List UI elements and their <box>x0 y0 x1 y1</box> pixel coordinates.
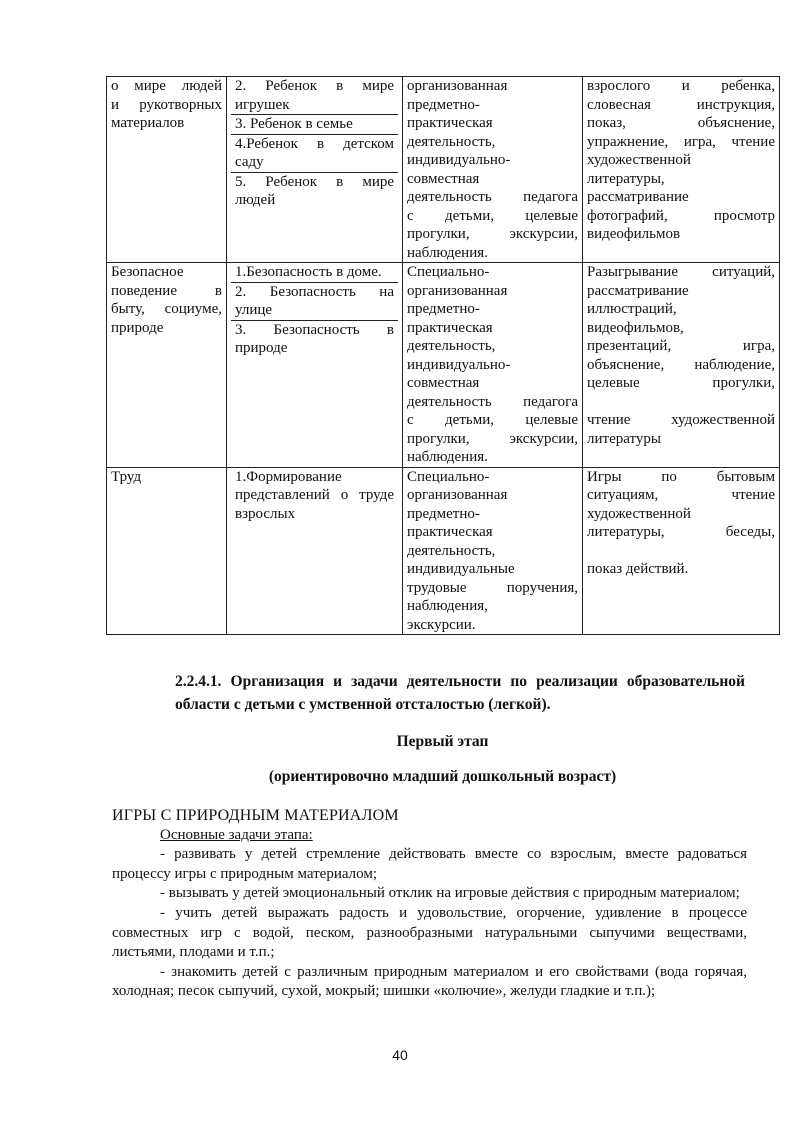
cell-line: саду <box>235 154 264 170</box>
methods-cell <box>583 263 780 468</box>
cell-line: совместная <box>407 375 480 391</box>
cell-line: словесная инструкция, <box>587 96 775 113</box>
cell-line: наблюдения. <box>407 244 488 261</box>
cell-line: упражнение, игра, чтение <box>587 133 775 150</box>
topic-item <box>231 468 398 524</box>
table-body <box>107 77 780 635</box>
cell-line: Безопасное <box>111 264 184 280</box>
cell-line: индивидуально- <box>407 356 511 373</box>
cell-line <box>587 393 775 412</box>
cell-line: представлений о труде <box>235 487 394 503</box>
cell-line: 2. Безопасность на <box>235 283 394 300</box>
cell-line: фотографий, просмотр <box>587 207 775 224</box>
topic-item <box>231 283 398 321</box>
cell-line: наблюдения. <box>407 449 488 465</box>
cell-line: экскурсии. <box>407 616 476 633</box>
tasks-list <box>112 845 747 1002</box>
cell-line: 1.Формирование <box>235 468 342 485</box>
table-row <box>107 77 780 263</box>
cell-line: быту, социуме, <box>111 301 222 317</box>
page-number: 40 <box>392 1047 408 1063</box>
cell-line: с детьми, целевые <box>407 412 578 428</box>
task-item <box>112 845 747 884</box>
cell-line: с детьми, целевые <box>407 207 578 224</box>
cell-line: целевые прогулки, <box>587 375 775 391</box>
cell-line: 3. Безопасность в <box>235 321 394 338</box>
section-heading-line-2: области с детьми с умственной отсталостью (легкой). <box>175 696 551 713</box>
cell-line: литературы, <box>587 170 665 187</box>
task-text: - учить детей выражать радость и удовольствие, огорчение, удивление в процессе совместных игр с водой, песком, разнообразными натуральными сыпучими веществами, листьями, плодами и т.п.; <box>112 904 747 961</box>
stage-title: Первый этап <box>396 733 489 750</box>
cell-line: наблюдения, <box>407 598 488 614</box>
section-heading <box>175 670 745 716</box>
cell-line: трудовые поручения, <box>407 579 578 596</box>
forms-cell <box>403 263 583 468</box>
cell-line: видеофильмов, <box>587 319 684 336</box>
cell-line: поведение в <box>111 282 222 299</box>
cell-line: рассматривание <box>587 189 689 205</box>
cell-line: видеофильмов <box>587 226 681 242</box>
methods-cell <box>583 467 780 635</box>
topics-cell <box>227 77 403 263</box>
cell-line: деятельность, <box>407 133 496 150</box>
area-cell <box>107 77 227 263</box>
cell-line: деятельность, <box>407 338 496 354</box>
content-table <box>106 76 780 635</box>
topic-item <box>231 115 398 135</box>
methods-cell <box>583 77 780 263</box>
forms-cell <box>403 77 583 263</box>
cell-line: практическая <box>407 319 493 336</box>
table-row <box>107 467 780 635</box>
cell-line: предметно- <box>407 301 480 317</box>
cell-line: взрослых <box>235 505 296 522</box>
task-item <box>112 904 747 963</box>
cell-line: 2. Ребенок в мире <box>235 78 394 94</box>
cell-line: 1.Безопасность в доме. <box>235 264 382 280</box>
task-item <box>112 884 747 904</box>
cell-line: организованная <box>407 282 508 299</box>
cell-line: литературы, беседы, <box>587 524 775 540</box>
cell-line: ситуациям, чтение <box>587 487 775 503</box>
cell-line: предметно- <box>407 96 480 113</box>
cell-line: 5. Ребенок в мире <box>235 173 394 190</box>
cell-line: объяснение, наблюдение, <box>587 356 775 373</box>
cell-line <box>587 542 775 561</box>
cell-line: показ действий. <box>587 561 689 577</box>
cell-line: организованная <box>407 487 508 503</box>
cell-line: и рукотворных <box>111 96 222 113</box>
cell-line: Специально- <box>407 468 490 485</box>
forms-cell <box>403 467 583 635</box>
cell-line: художественной <box>587 152 691 168</box>
cell-line: взрослого и ребенка, <box>587 78 775 94</box>
cell-line: деятельность, <box>407 542 496 559</box>
area-cell <box>107 263 227 468</box>
cell-line: совместная <box>407 170 480 187</box>
cell-line: Труд <box>111 468 142 485</box>
tasks-section <box>112 806 747 1002</box>
cell-line: 3. Ребенок в семье <box>235 116 353 132</box>
cell-line: материалов <box>111 115 185 131</box>
cell-line: деятельность педагога <box>407 189 578 205</box>
cell-line: природе <box>235 340 288 356</box>
stage-subtitle: (ориентировочно младший дошкольный возраст) <box>268 768 617 785</box>
cell-line: индивидуальные <box>407 561 515 577</box>
task-text: - знакомить детей с различным природным материалом и его свойствами (вода горячая, холодная; песок сыпучий, сухой, мокрый; шишки «колючие», желуди гладкие и т.п.); <box>112 963 747 1000</box>
cell-line: о мире людей <box>111 78 222 94</box>
topics-cell <box>227 263 403 468</box>
topic-item <box>231 77 398 115</box>
cell-line: художественной <box>587 505 691 522</box>
area-cell <box>107 467 227 635</box>
cell-line: предметно- <box>407 505 480 522</box>
tasks-label: Основные задачи этапа: <box>160 826 313 843</box>
task-text: - вызывать у детей эмоциональный отклик на игровые действия с природным материалом; <box>160 885 740 902</box>
cell-line: Разыгрывание ситуаций, <box>587 264 775 280</box>
cell-line: организованная <box>407 78 508 94</box>
cell-line: показ, объяснение, <box>587 115 775 131</box>
cell-line: рассматривание <box>587 282 689 299</box>
topic-item <box>231 321 398 358</box>
section-title: ИГРЫ С ПРИРОДНЫМ МАТЕРИАЛОМ <box>112 807 399 824</box>
cell-line: презентаций, игра, <box>587 338 775 354</box>
cell-line: чтение художественной <box>587 412 775 428</box>
section-heading-line-1: 2.2.4.1. Организация и задачи деятельности по реализации образовательной <box>175 673 745 690</box>
topic-item <box>231 135 398 173</box>
table-row <box>107 263 780 468</box>
cell-line: литературы <box>587 430 661 447</box>
cell-line: природе <box>111 319 164 336</box>
cell-line: прогулки, экскурсии, <box>407 226 578 242</box>
cell-line: деятельность педагога <box>407 393 578 410</box>
cell-line: практическая <box>407 115 493 131</box>
cell-line: индивидуально- <box>407 152 511 168</box>
cell-line: Игры по бытовым <box>587 468 775 485</box>
cell-line: игрушек <box>235 96 290 113</box>
cell-line: людей <box>235 192 276 208</box>
cell-line: иллюстраций, <box>587 301 677 317</box>
task-item <box>112 963 747 1002</box>
topic-item <box>231 263 398 283</box>
cell-line: 4.Ребенок в детском <box>235 135 394 152</box>
topics-cell <box>227 467 403 635</box>
task-text: - развивать у детей стремление действовать вместе со взрослым, вместе радоваться процессу игры с природным материалом; <box>112 846 747 882</box>
cell-line: Специально- <box>407 264 490 280</box>
cell-line: практическая <box>407 524 493 540</box>
cell-line: улице <box>235 302 273 318</box>
topic-item <box>231 173 398 210</box>
cell-line: прогулки, экскурсии, <box>407 430 578 447</box>
